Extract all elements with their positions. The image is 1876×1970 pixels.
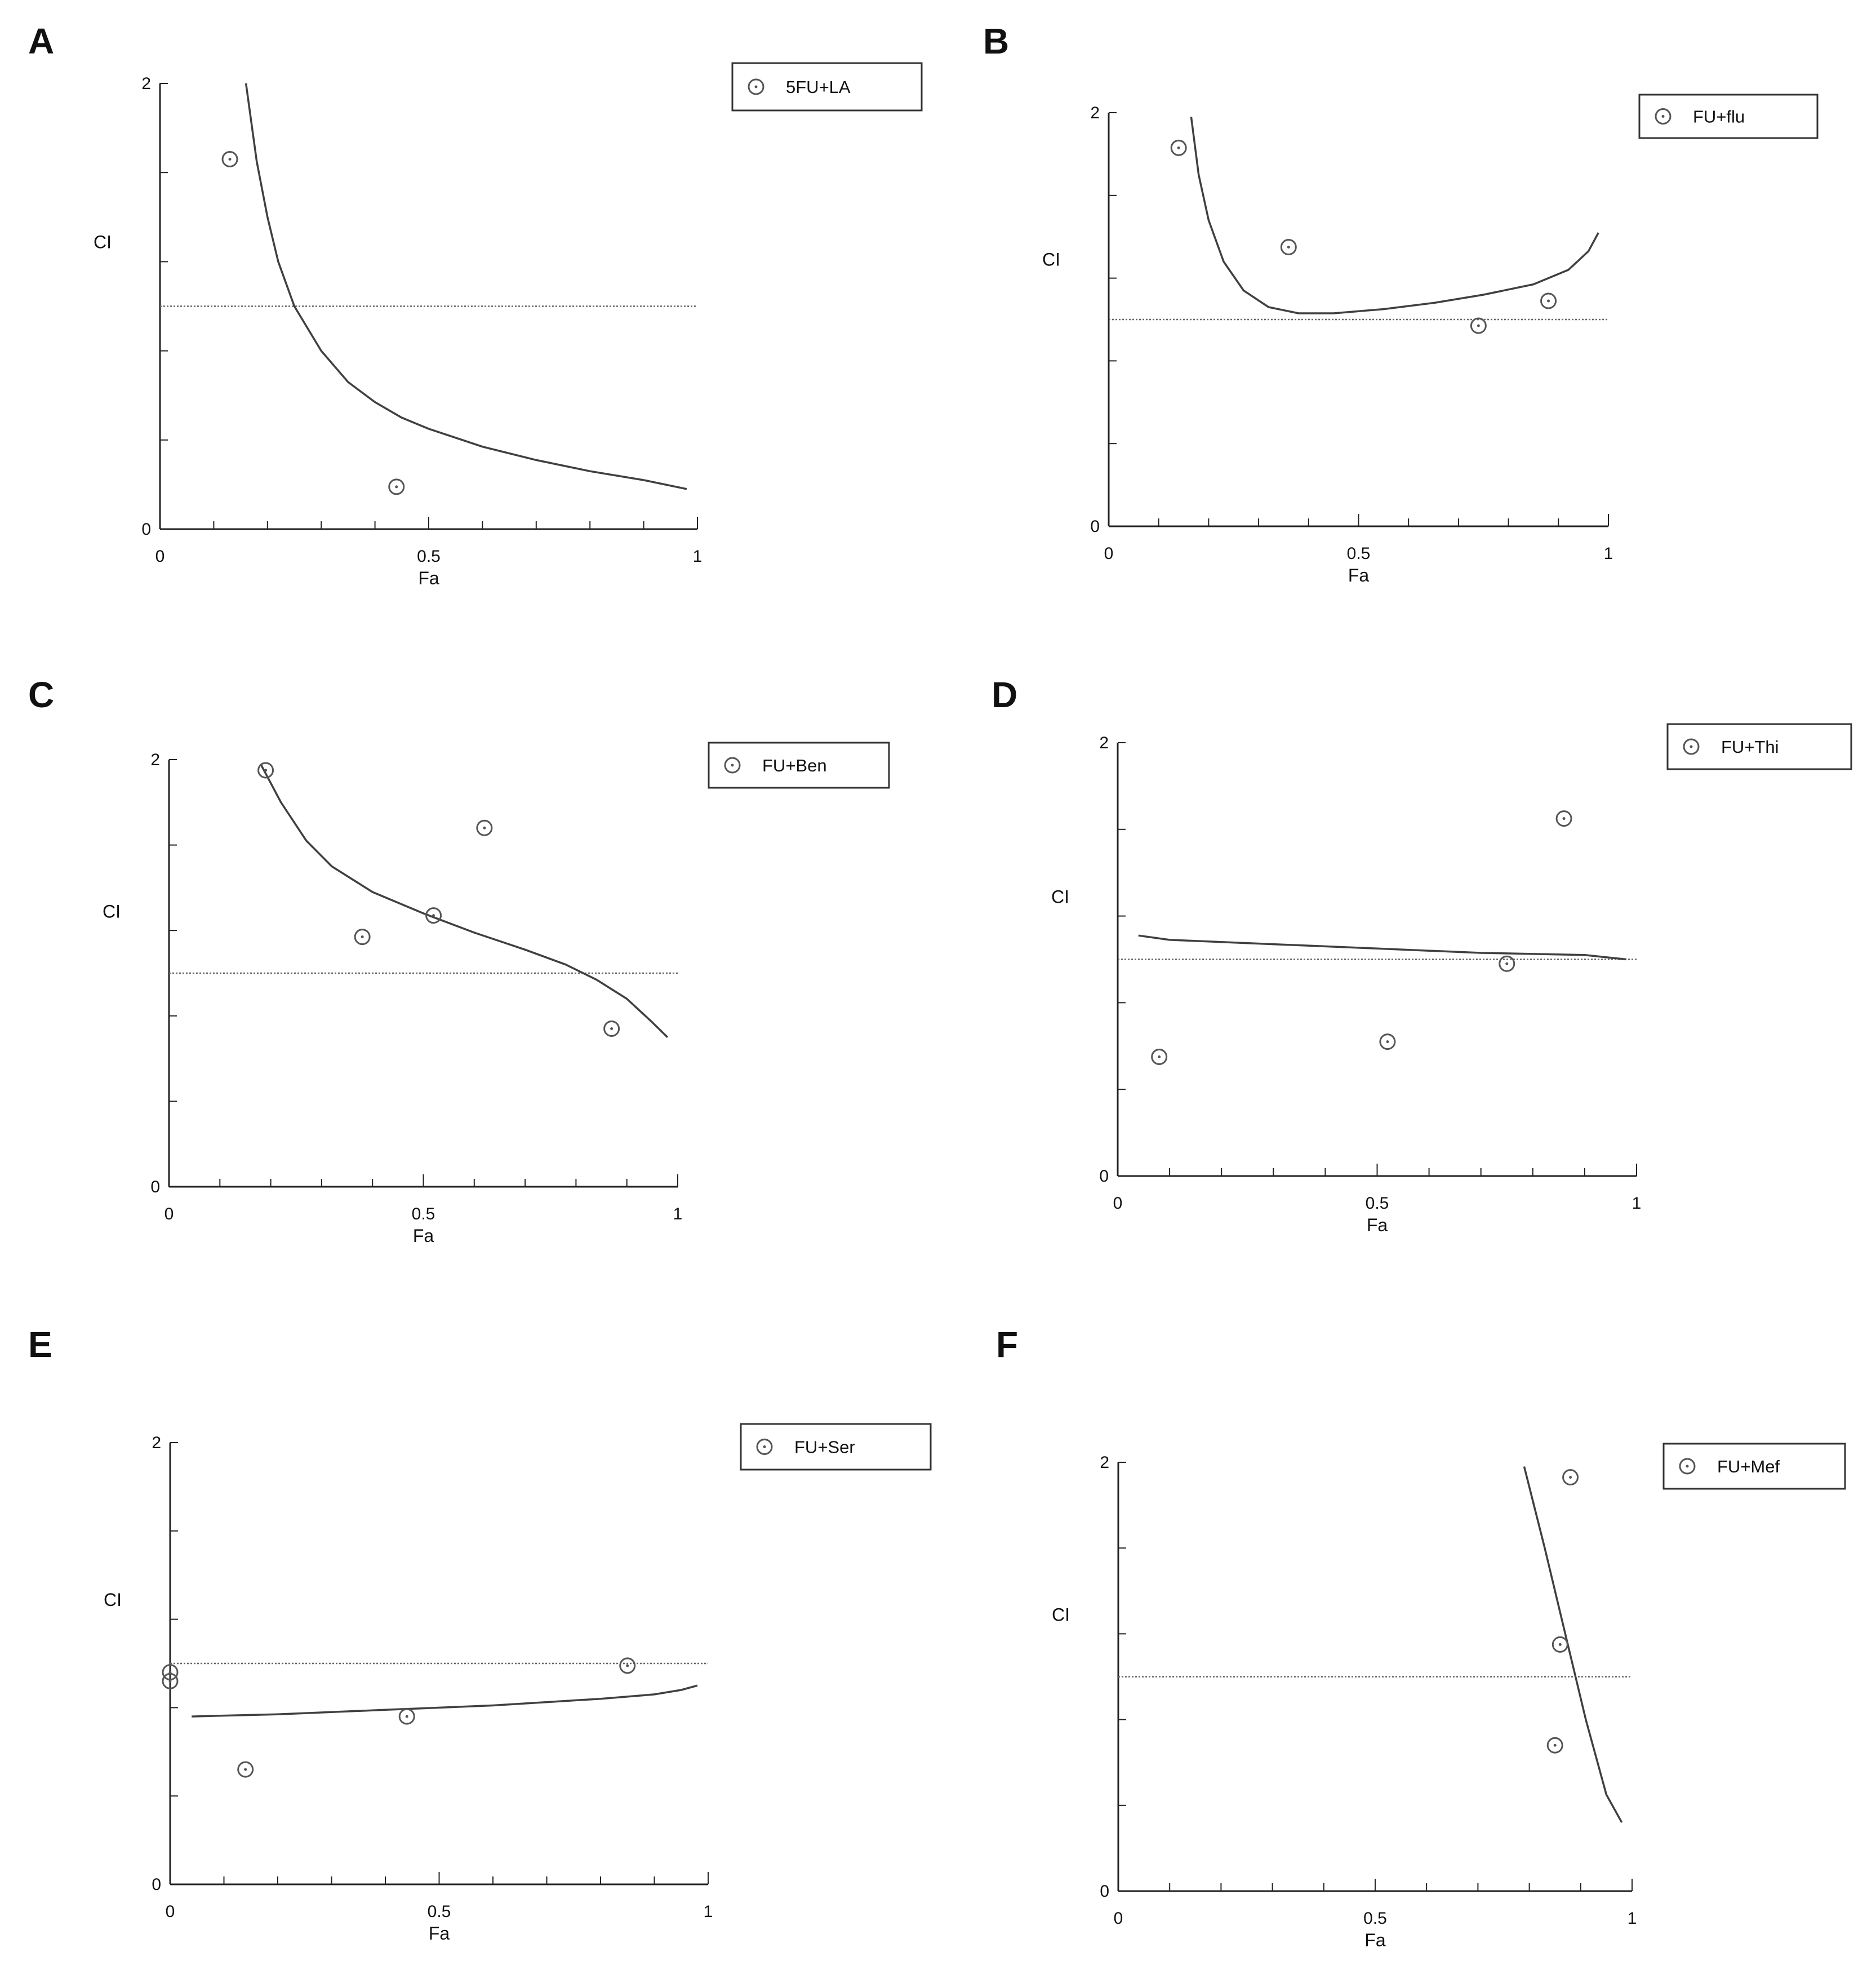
y-axis-label: CI (1042, 249, 1060, 270)
x-tick-label: 0 (165, 1902, 175, 1921)
y-tick-label: 2 (1100, 1453, 1109, 1472)
chart-panel-c (28, 675, 889, 1246)
x-tick-label: 1 (692, 547, 703, 566)
data-point (1471, 318, 1486, 333)
data-point-center (1547, 299, 1550, 302)
panel-label-e: E (28, 1324, 52, 1365)
data-point (1171, 140, 1186, 155)
legend-marker-center (755, 86, 758, 88)
ci-curve (1191, 117, 1598, 313)
y-tick-label: 0 (152, 1875, 161, 1894)
x-axis-label: Fa (1366, 1215, 1388, 1235)
chart-panel-a (28, 21, 922, 588)
data-point (223, 152, 237, 166)
data-point-center (1559, 1643, 1562, 1646)
x-axis-label: Fa (418, 568, 439, 588)
legend-label: FU+Ben (762, 756, 827, 775)
x-tick-label: 0.5 (1346, 544, 1371, 563)
x-tick-label: 1 (1627, 1909, 1637, 1928)
data-point (1380, 1035, 1395, 1049)
x-tick-label: 1 (673, 1205, 683, 1223)
y-axis-label: CI (103, 901, 121, 922)
y-tick-label: 2 (152, 1434, 161, 1452)
data-point-center (1287, 246, 1290, 249)
data-point (399, 1709, 414, 1724)
ci-curve (192, 1685, 697, 1716)
data-point-center (626, 1664, 629, 1667)
legend-label: FU+Mef (1717, 1457, 1780, 1476)
legend-marker-center (1686, 1465, 1689, 1468)
x-tick-label: 1 (1603, 544, 1613, 563)
data-point-center (1177, 147, 1180, 149)
chart-panel-d (992, 675, 1851, 1235)
data-point (355, 930, 370, 944)
y-tick-label: 0 (141, 520, 151, 539)
chart-panel-f (996, 1324, 1845, 1950)
data-point (389, 480, 404, 494)
data-point (604, 1022, 619, 1036)
y-tick-label: 0 (1090, 517, 1100, 536)
ci-curve (1139, 935, 1626, 959)
y-tick-label: 0 (1099, 1167, 1109, 1186)
chart-panel-e (28, 1324, 931, 1944)
panel-label-d: D (992, 675, 1018, 715)
x-axis-label: Fa (1364, 1930, 1386, 1950)
data-point-center (361, 935, 364, 938)
data-point-center (169, 1680, 172, 1683)
x-tick-label: 1 (703, 1902, 713, 1921)
x-axis-label: Fa (428, 1923, 450, 1944)
legend (1639, 95, 1817, 138)
data-point-center (1569, 1476, 1572, 1479)
y-tick-label: 2 (1099, 734, 1109, 752)
chart-panel-b (983, 21, 1817, 585)
ci-curve (261, 764, 668, 1037)
panel-label-f: F (996, 1324, 1019, 1365)
legend (741, 1424, 931, 1470)
panel-label-c: C (28, 675, 55, 715)
legend (1668, 724, 1851, 769)
data-point-center (1505, 962, 1508, 965)
y-tick-label: 0 (1100, 1882, 1109, 1901)
x-tick-label: 0.5 (1365, 1194, 1389, 1213)
x-tick-label: 0.5 (411, 1205, 435, 1223)
data-point (1548, 1738, 1562, 1752)
ci-curve (1524, 1467, 1622, 1823)
x-axis-label: Fa (1348, 565, 1370, 585)
legend (1664, 1444, 1845, 1489)
legend-marker-center (763, 1445, 766, 1448)
data-point (1563, 1470, 1578, 1485)
data-point-center (395, 485, 398, 488)
data-point-center (483, 827, 486, 829)
data-point (1557, 811, 1571, 826)
x-tick-label: 0 (1104, 544, 1114, 563)
legend-label: 5FU+LA (786, 77, 851, 97)
data-point (477, 820, 492, 835)
y-axis-label: CI (104, 1590, 122, 1610)
data-point-center (1386, 1040, 1389, 1043)
legend-marker-center (731, 764, 734, 767)
data-point-center (1554, 1744, 1557, 1747)
panel-label-b: B (983, 21, 1010, 61)
data-point (620, 1658, 635, 1673)
legend-label: FU+Ser (794, 1437, 855, 1457)
y-axis-label: CI (94, 232, 112, 252)
data-point (1152, 1050, 1167, 1064)
data-point-center (1563, 817, 1566, 820)
x-axis-label: Fa (412, 1226, 434, 1246)
data-point (1281, 240, 1296, 255)
legend (709, 743, 889, 788)
y-tick-label: 2 (141, 74, 151, 93)
legend-label: FU+Thi (1721, 737, 1779, 757)
x-tick-label: 0.5 (417, 547, 441, 566)
data-point-center (1158, 1055, 1161, 1058)
x-tick-label: 0 (155, 547, 165, 566)
legend-marker-center (1662, 115, 1665, 118)
x-tick-label: 0.5 (1363, 1909, 1387, 1928)
data-point-center (244, 1768, 247, 1771)
y-tick-label: 2 (1090, 104, 1100, 122)
y-axis-label: CI (1051, 886, 1069, 907)
y-tick-label: 2 (150, 751, 160, 769)
ci-curve (246, 83, 687, 489)
x-tick-label: 1 (1632, 1194, 1642, 1213)
x-tick-label: 0.5 (427, 1902, 451, 1921)
x-tick-label: 0 (1113, 1194, 1123, 1213)
data-point-center (406, 1715, 408, 1718)
data-point (1500, 956, 1514, 971)
data-point-center (610, 1027, 613, 1030)
legend-marker-center (1690, 746, 1693, 748)
data-point (1553, 1637, 1567, 1652)
data-point (1541, 294, 1556, 308)
data-point-center (229, 158, 232, 161)
x-tick-label: 0 (1113, 1909, 1123, 1928)
data-point-center (1477, 325, 1480, 327)
panel-label-a: A (28, 21, 55, 61)
y-tick-label: 0 (150, 1178, 160, 1196)
legend (732, 63, 922, 110)
data-point (238, 1762, 253, 1777)
x-tick-label: 0 (164, 1205, 174, 1223)
y-axis-label: CI (1052, 1604, 1070, 1625)
legend-label: FU+flu (1693, 107, 1745, 127)
data-point-center (432, 914, 435, 917)
data-point-center (264, 769, 267, 771)
